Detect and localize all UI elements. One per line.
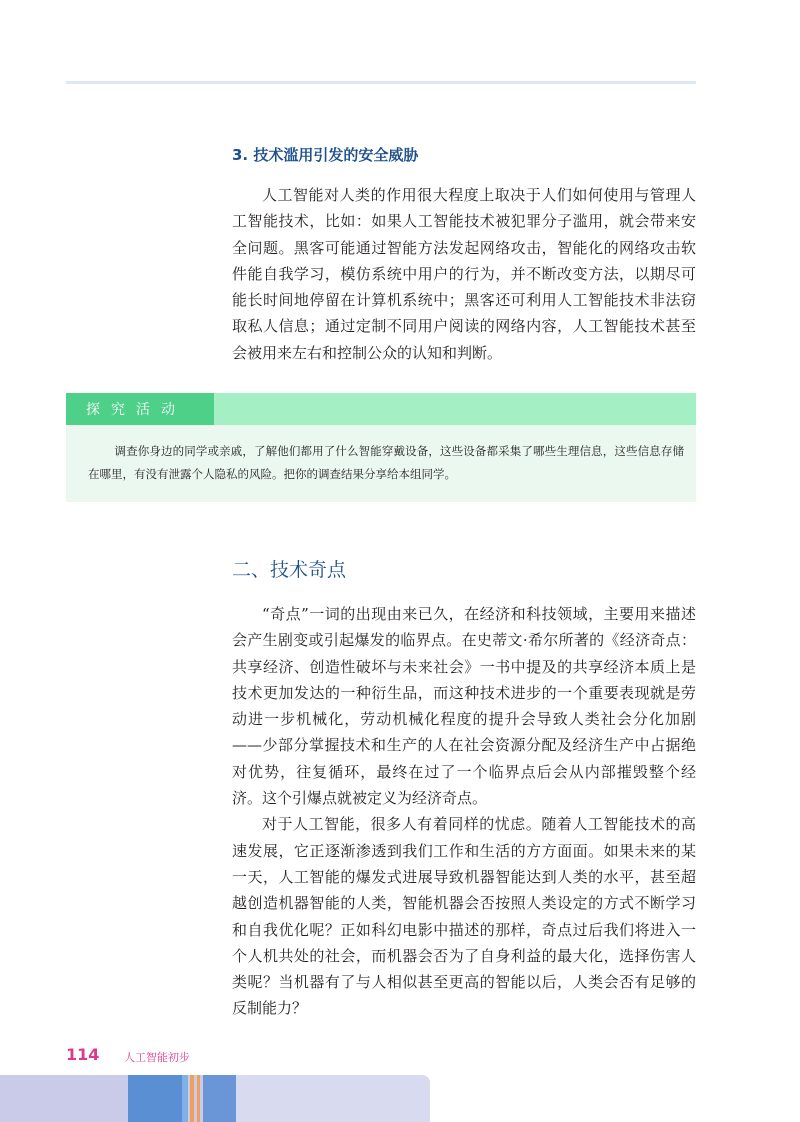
footer-stripe <box>128 1075 182 1122</box>
section-3-body <box>232 182 696 366</box>
page-number: 114 <box>66 1045 100 1064</box>
section-2-paragraph-2: 对于人工智能，很多人有着同样的忧虑。随着人工智能技术的高速发展，它正逐渐渗透到我们工作和生活的方方面面。如果未来的某一天，人工智能的爆发式进展导致机器智能达到人类的水平，甚至超越创造机器智能的人类，智能机器会否按照人类设定的方式不断学习和自我优化呢？正如科幻电影中描述的那样，奇点过后我们将进入一个人机共处的社会，而机器会否为了自身利益的最大化，选择伤害人类呢？当机器有了与人相似甚至更高的智能以后，人类会否有足够的反制能力？ <box>232 815 696 1018</box>
footer-stripe <box>190 1075 194 1122</box>
activity-tab <box>66 393 214 425</box>
activity-label: 探究活动 <box>86 402 186 418</box>
activity-text: 调查你身边的同学或亲戚，了解他们都用了什么智能穿戴设备，这些设备都采集了哪些生理信息，这些信息存储在哪里，有没有泄露个人隐私的风险。把你的调查结果分享给本组同学。 <box>88 444 684 481</box>
footer-decoration <box>0 1075 430 1122</box>
section-2-heading: 二、技术奇点 <box>232 559 347 581</box>
section-3-paragraph: 人工智能对人类的作用很大程度上取决于人们如何使用与管理人工智能技术，比如：如果人工智能技术被犯罪分子滥用，就会带来安全问题。黑客可能通过智能方法发起网络攻击，智能化的网络攻击软件能自我学习，模仿系统中用户的行为，并不断改变方法，以期尽可能长时间地停留在计算机系统中；黑客还可利用人工智能技术非法窃取私人信息；通过定制不同用户阅读的网络内容，人工智能技术甚至会被用来左右和控制公众的认知和判断。 <box>232 186 696 362</box>
footer-stripe <box>236 1075 430 1122</box>
section-2-body <box>232 601 696 1022</box>
footer-stripe <box>197 1075 200 1122</box>
footer-stripe <box>203 1075 236 1122</box>
section-2-paragraph-1: “奇点”一词的出现由来已久，在经济和科技领域，主要用来描述会产生剧变或引起爆发的临界点。在史蒂文·希尔所著的《经济奇点：共享经济、创造性破坏与未来社会》一书中提及的共享经济本质上是技术更加发达的一种衍生品，而这种技术进步的一个重要表现就是劳动进一步机械化，劳动机械化程度的提升会导致人类社会分化加剧——少部分掌握技术和生产的人在社会资源分配及经济生产中占据绝对优势，往复循环，最终在过了一个临界点后会从内部摧毁整个经济。这个引爆点就被定义为经济奇点。 <box>232 605 696 808</box>
activity-header-bar <box>66 393 696 425</box>
footer-stripe <box>182 1075 188 1122</box>
header-rule <box>66 81 696 84</box>
activity-box <box>66 425 696 502</box>
book-title: 人工智能初步 <box>124 1051 190 1064</box>
section-3-heading: 3. 技术滥用引发的安全威胁 <box>232 146 419 164</box>
